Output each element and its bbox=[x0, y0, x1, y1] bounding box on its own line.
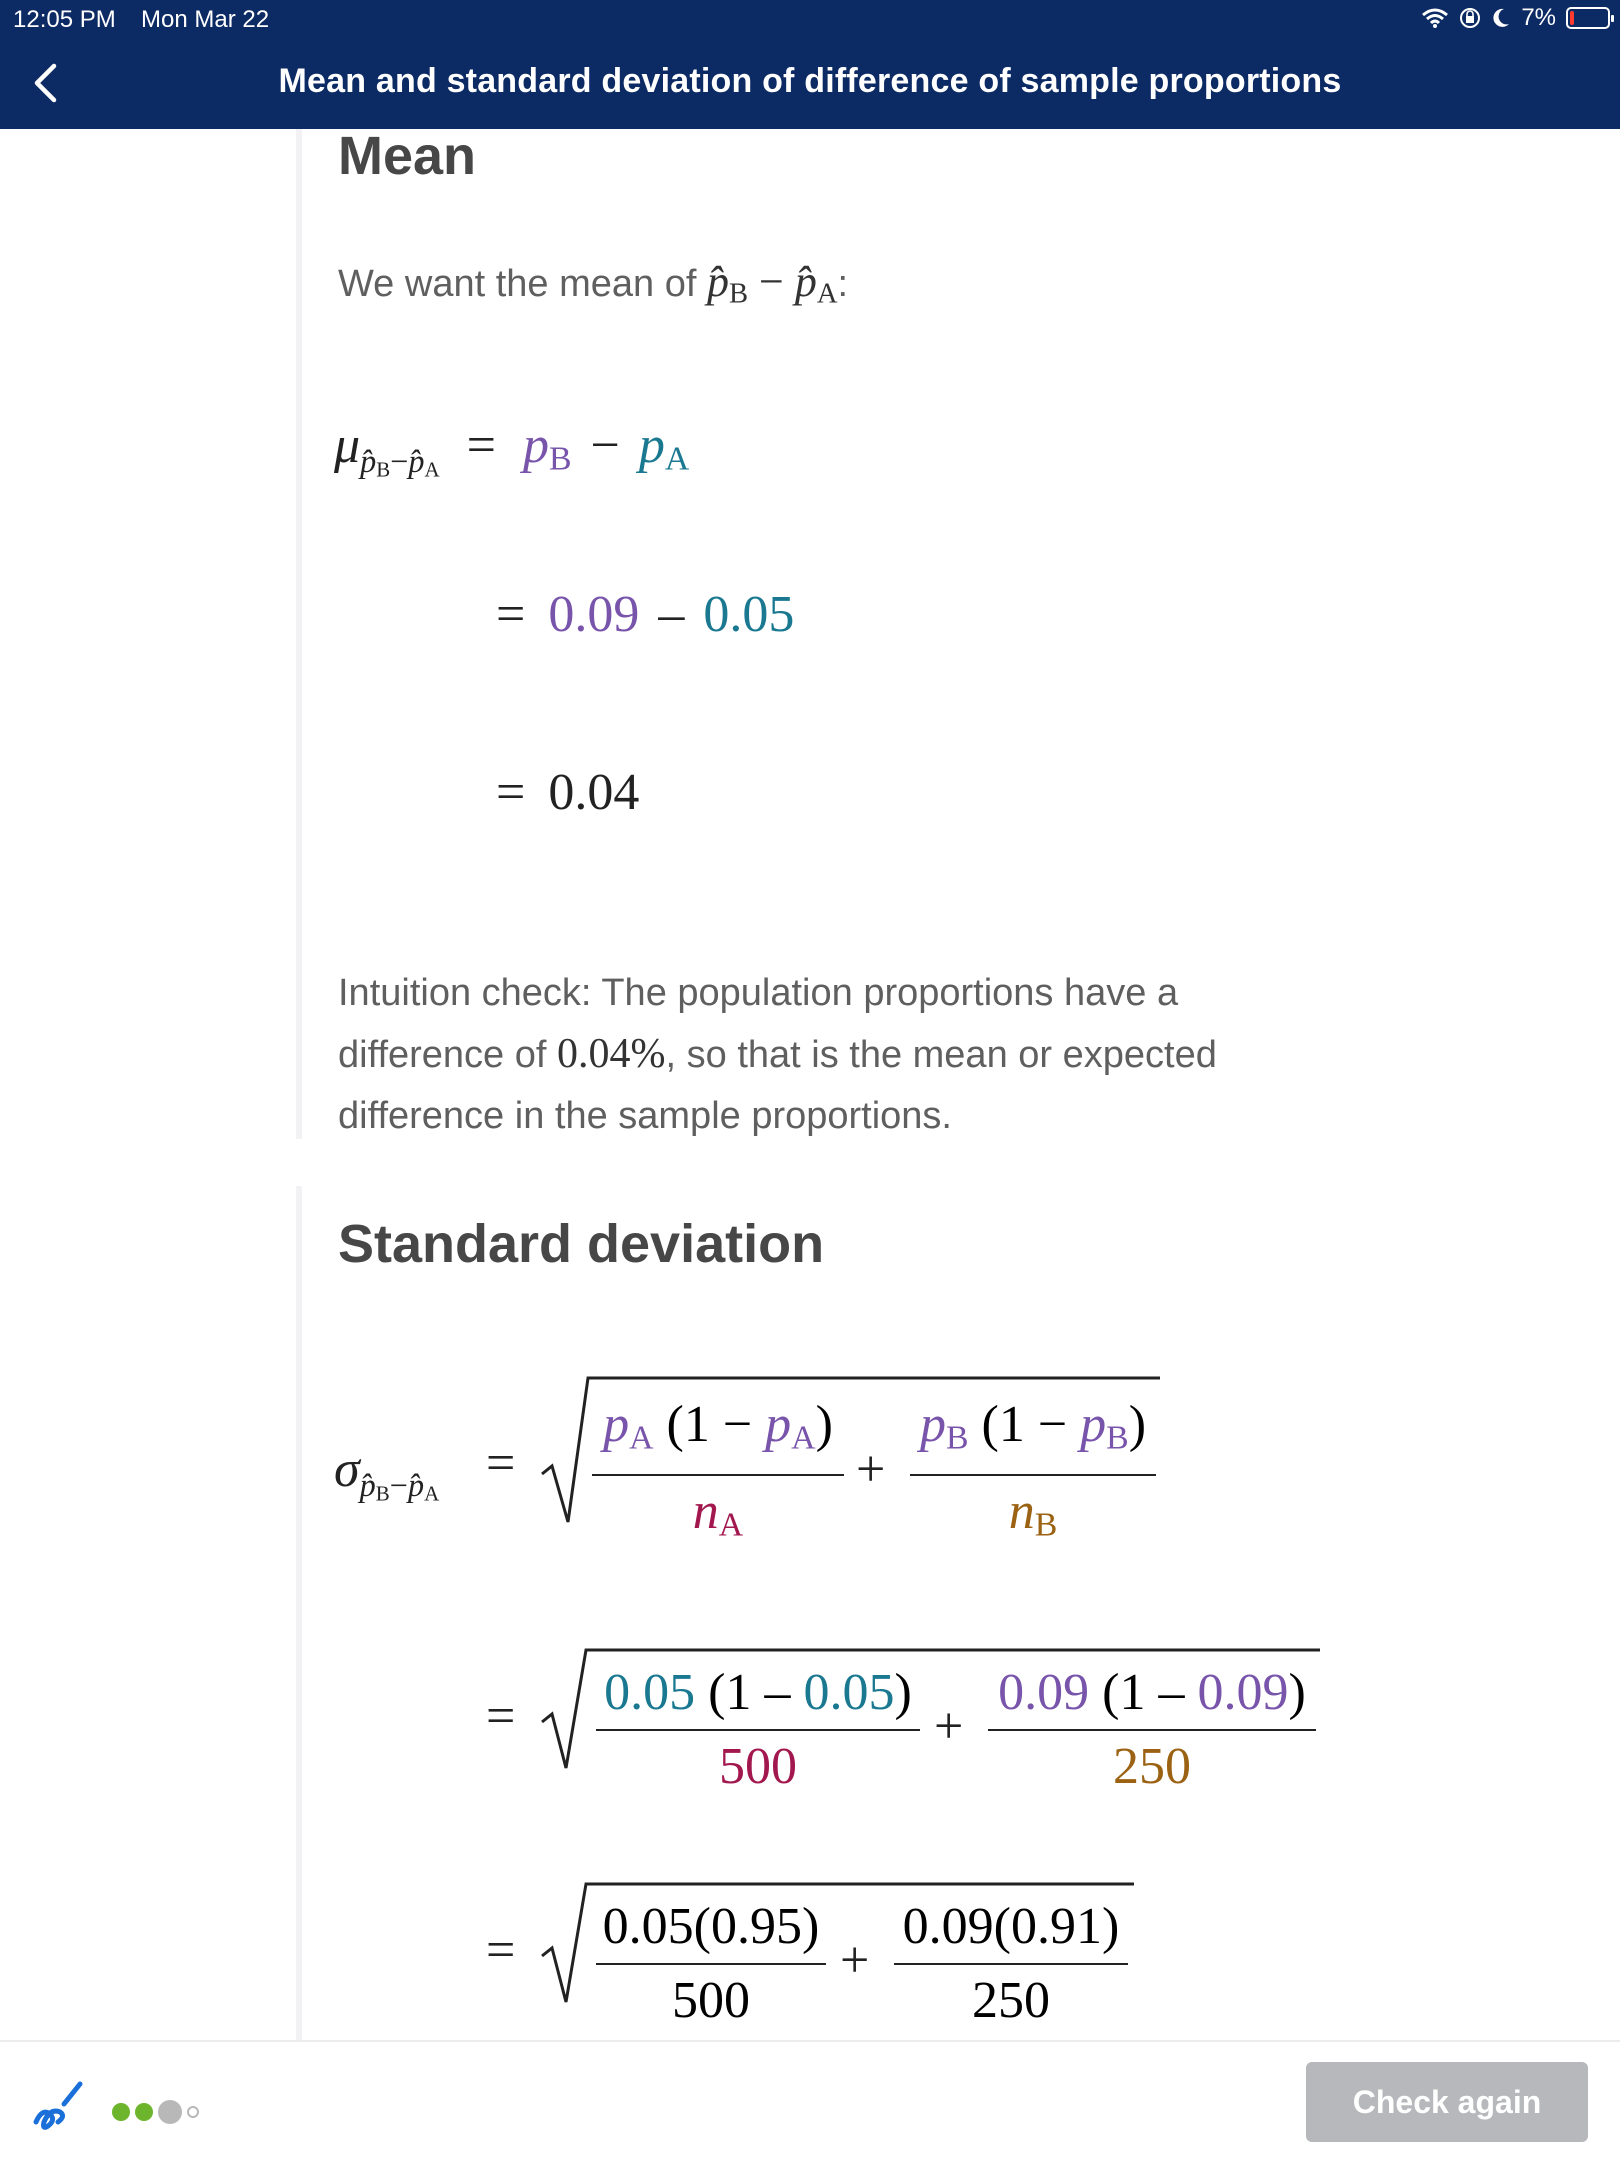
step2-pB: 0.09 bbox=[998, 1664, 1090, 1721]
step2-pA: 0.05 bbox=[604, 1664, 696, 1721]
mean-heading: Mean bbox=[338, 129, 477, 186]
sd-term-A: $p_A$ $(1 - p_A)$ $n_A$ bbox=[592, 1391, 844, 1560]
step2-pB-repeat: 0.09 bbox=[1197, 1664, 1289, 1721]
scratchpad-pencil-icon[interactable] bbox=[30, 2078, 84, 2132]
sd-section-rail bbox=[296, 1186, 302, 2040]
sd-heading: Standard deviation bbox=[338, 1214, 825, 1274]
mean-pB-value: 0.09 bbox=[548, 586, 640, 643]
solution-content[interactable] bbox=[0, 129, 1620, 2040]
mean-result-line: = 0.04 bbox=[496, 764, 640, 821]
mean-pA-value: 0.05 bbox=[703, 586, 795, 643]
sd-step2-term-A: 0.05 (1 – 0.05) 500 bbox=[596, 1659, 920, 1801]
sd-equals-1: = bbox=[486, 1435, 516, 1492]
progress-dot-complete bbox=[112, 2103, 130, 2121]
status-bar bbox=[0, 0, 1620, 40]
intuition-text-a: Intuition check: The population proportions have a difference of bbox=[338, 972, 1179, 1076]
mean-result-value: 0.04 bbox=[548, 764, 640, 821]
step2-nA: 500 bbox=[719, 1738, 797, 1795]
sd-plus-1: + bbox=[856, 1441, 886, 1498]
check-again-button[interactable]: Check again bbox=[1306, 2062, 1588, 2142]
step3-num-b: 0.09(0.91) bbox=[902, 1898, 1120, 1955]
sd-step3-term-A bbox=[596, 1893, 826, 2035]
battery-icon bbox=[1566, 7, 1610, 29]
sd-equals-3: = bbox=[486, 1922, 516, 1979]
progress-dot-upcoming bbox=[187, 2106, 199, 2118]
wifi-icon bbox=[1421, 7, 1449, 29]
progress-dot-complete bbox=[135, 2103, 153, 2121]
step3-den-b: 250 bbox=[972, 1972, 1050, 2029]
intuition-value: 0.04% bbox=[557, 1031, 666, 1077]
mean-section-rail bbox=[296, 129, 302, 1139]
status-date: Mon Mar 22 bbox=[141, 6, 270, 33]
page-title: Mean and standard deviation of difference of sample proportions bbox=[278, 62, 1342, 100]
status-icons bbox=[1421, 4, 1610, 32]
sd-step2-term-B: 0.09 (1 – 0.09) 250 bbox=[988, 1659, 1316, 1801]
step2-nB: 250 bbox=[1113, 1738, 1191, 1795]
mean-intro: We want the mean of $p̂_B$ − $p̂_A$: bbox=[338, 257, 849, 310]
bottom-toolbar bbox=[0, 2040, 1620, 2162]
sd-step3-term-B bbox=[894, 1893, 1128, 2035]
mean-substitution-line: = 0.09 – 0.05 bbox=[496, 586, 795, 643]
sd-equals-2: = bbox=[486, 1688, 516, 1745]
mean-formula-line: $\mu p̂_B-p̂_A = p_B - p_A$ bbox=[334, 417, 690, 482]
mean-intro-end: : bbox=[837, 263, 849, 305]
do-not-disturb-icon bbox=[1491, 7, 1511, 29]
header-bar bbox=[0, 40, 1620, 129]
sd-symbol: $\sigma p̂_B-p̂_A$ bbox=[334, 1441, 440, 1506]
step3-num-a: 0.05(0.95) bbox=[602, 1898, 820, 1955]
intuition-check-text bbox=[338, 963, 1338, 1147]
sd-plus-2: + bbox=[934, 1698, 964, 1755]
step3-den-a: 500 bbox=[672, 1972, 750, 2029]
status-time: 12:05 PM bbox=[13, 6, 116, 33]
mean-intro-text: We want the mean of bbox=[338, 263, 707, 305]
orientation-lock-icon bbox=[1459, 7, 1481, 29]
step2-pA-repeat: 0.05 bbox=[803, 1664, 895, 1721]
progress-dot-current bbox=[158, 2100, 182, 2124]
intuition-text-b: , so that is the mean or expected difference in the sample proportions. bbox=[338, 1034, 1217, 1137]
sd-term-B: $p_B$ $(1 - p_B)$ $n_B$ bbox=[910, 1391, 1156, 1560]
sd-plus-3: + bbox=[840, 1932, 870, 1989]
battery-percent: 7% bbox=[1521, 4, 1556, 31]
progress-dots bbox=[112, 2100, 199, 2124]
